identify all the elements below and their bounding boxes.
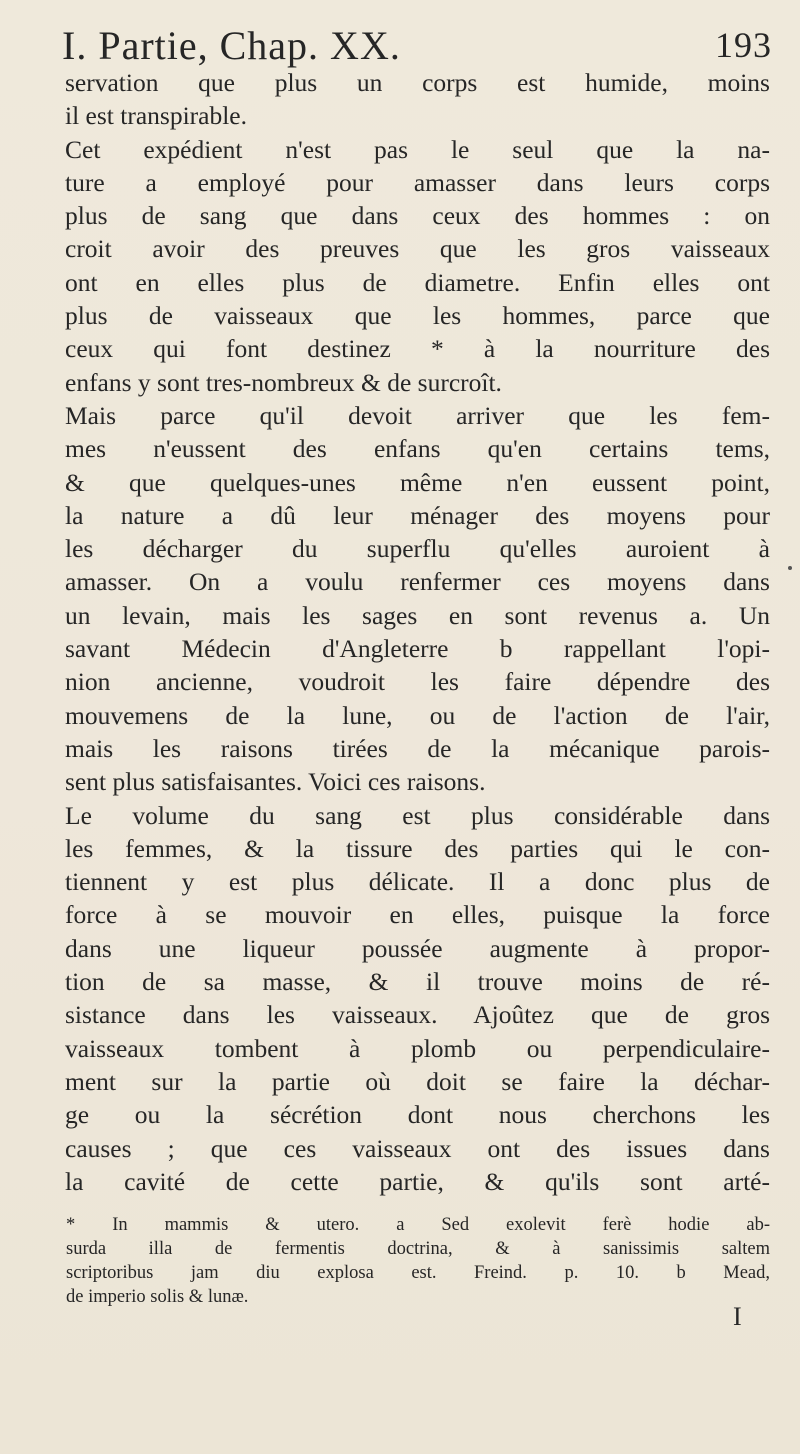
text-line: ge ou la sécrétion dont nous cherchons les (65, 1100, 770, 1130)
text-line: & que quelques-unes même n'en eussent point, (65, 467, 770, 497)
text-line: ture a employé pour amasser dans leurs corps (65, 167, 770, 197)
body-text (65, 66, 770, 1198)
text-line: Le volume du sang est plus considérable dans (65, 800, 770, 830)
text-line: tiennent y est plus délicate. Il a donc plus de (65, 867, 770, 897)
text-line: Cet expédient n'est pas le seul que la na- (65, 134, 770, 164)
text-line: ceux qui font destinez * à la nourriture des (65, 334, 770, 364)
text-line: les décharger du superflu qu'elles auroient à (65, 534, 770, 564)
text-line: la nature a dû leur ménager des moyens pour (65, 500, 770, 530)
text-line: enfans y sont tres-nombreux & de surcroît. (65, 367, 502, 397)
text-line: savant Médecin d'Angleterre b rappellant l'opi- (65, 634, 770, 664)
text-line: mais les raisons tirées de la mécanique parois- (65, 733, 770, 763)
footnote-line: de imperio solis & lunæ. (66, 1287, 249, 1307)
catchword: I (733, 1302, 742, 1331)
text-line: force à se mouvoir en elles, puisque la force (65, 900, 770, 930)
text-line: mouvemens de la lune, ou de l'action de l'air, (65, 700, 770, 730)
footnote-line: * In mammis & utero. a Sed exolevit ferè hodie ab- (66, 1215, 770, 1235)
text-line: sent plus satisfaisantes. Voici ces raisons. (65, 767, 486, 797)
text-line: tion de sa masse, & il trouve moins de ré- (65, 967, 770, 997)
text-line: causes ; que ces vaisseaux ont des issues dans (65, 1133, 770, 1163)
text-line: dans une liqueur poussée augmente à propor- (65, 933, 770, 963)
text-line: Mais parce qu'il devoit arriver que les fem- (65, 400, 770, 430)
footnotes (66, 1213, 770, 1309)
page-number: 193 (715, 25, 772, 65)
text-line: ont en elles plus de diametre. Enfin elles ont (65, 267, 770, 297)
text-line: un levain, mais les sages en sont revenus a. Un (65, 600, 770, 630)
text-line: les femmes, & la tissure des parties qui le con- (65, 833, 770, 863)
text-line: ment sur la partie où doit se faire la déchar- (65, 1066, 770, 1096)
text-line: servation que plus un corps est humide, moins (65, 68, 770, 97)
text-line: plus de vaisseaux que les hommes, parce que (65, 301, 770, 331)
footnote-line: surda illa de fermentis doctrina, & à sanissimis saltem (66, 1239, 770, 1259)
text-line: plus de sang que dans ceux des hommes : on (65, 201, 770, 231)
text-line: mes n'eussent des enfans qu'en certains tems, (65, 434, 770, 464)
text-line: croit avoir des preuves que les gros vaisseaux (65, 234, 770, 264)
text-line: la cavité de cette partie, & qu'ils sont arté- (65, 1166, 770, 1196)
ink-speck (788, 566, 792, 570)
text-line: il est transpirable. (65, 101, 247, 131)
text-line: nion ancienne, voudroit les faire dépendre des (65, 667, 770, 697)
text-line: sistance dans les vaisseaux. Ajoûtez que de gros (65, 1000, 770, 1030)
footnote-line: scriptoribus jam diu explosa est. Freind. p. 10. b Mead, (66, 1263, 770, 1283)
chapter-heading: I. Partie, Chap. XX. (62, 23, 401, 68)
text-line: amasser. On a voulu renfermer ces moyens dans (65, 567, 770, 597)
text-line: vaisseaux tombent à plomb ou perpendiculaire- (65, 1033, 770, 1063)
